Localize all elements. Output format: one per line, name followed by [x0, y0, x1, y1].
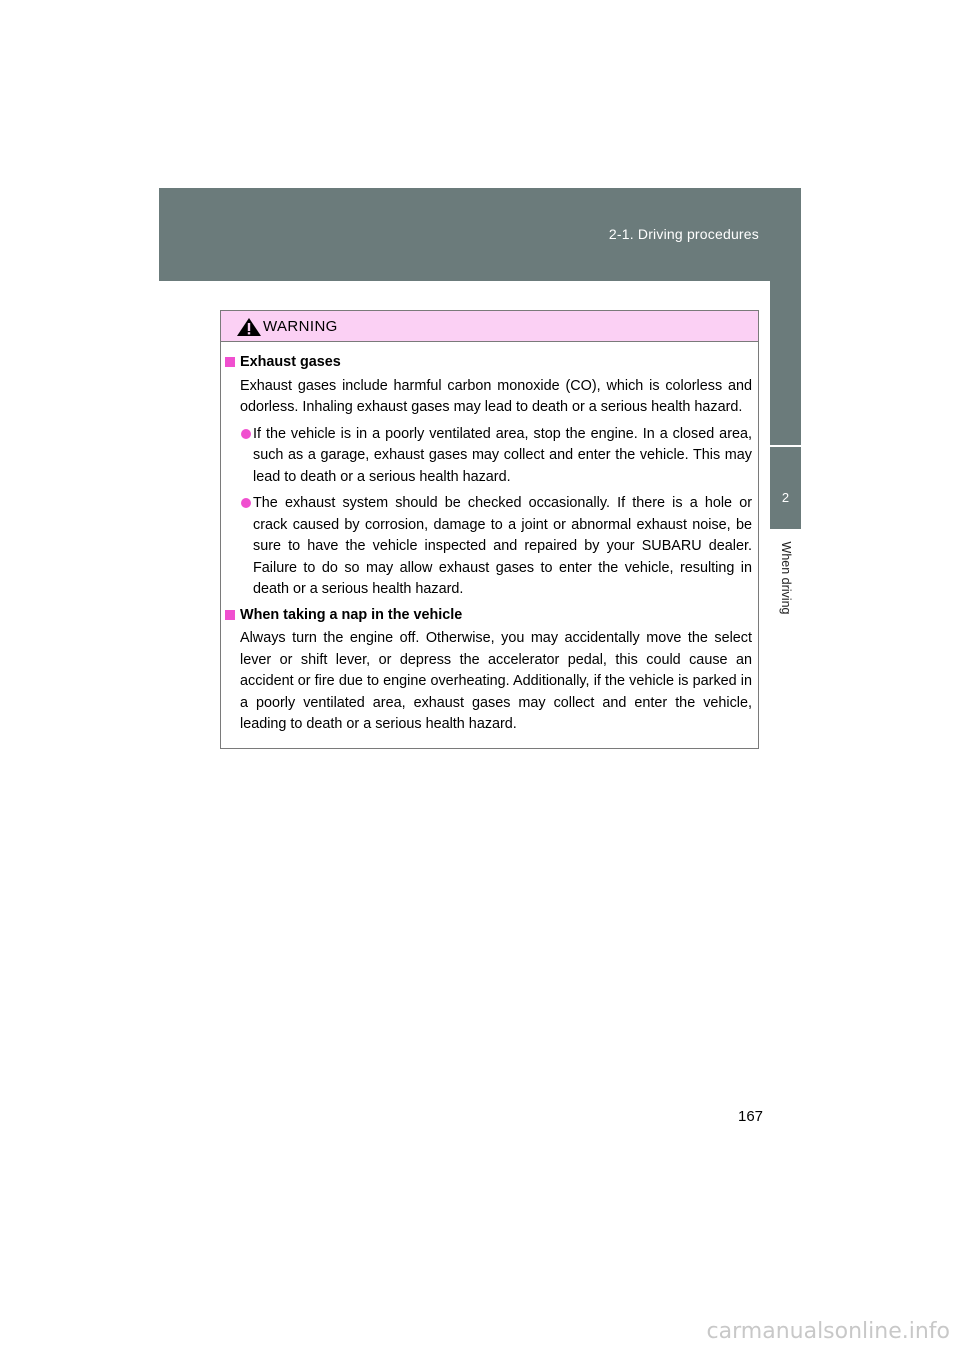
section-heading-text: When taking a nap in the vehicle — [240, 606, 463, 623]
list-item — [225, 424, 752, 489]
section-heading — [225, 352, 752, 374]
warning-box — [220, 310, 759, 749]
round-bullet-icon — [241, 498, 251, 508]
watermark: carmanualsonline.info — [706, 1319, 950, 1344]
chapter-number: 2 — [781, 490, 790, 505]
paragraph: Always turn the engine off. Otherwise, you may accidentally move the select lever or shift lever, or depress the accelerator pedal, this could cause an accident or fire due to engine overheating. Additionally, if the vehicle is parked in a poorly ventilated area, exhaust gases may collect and enter the vehicle, leading to death or a serious health hazard. — [240, 630, 752, 732]
square-bullet-icon — [225, 610, 235, 620]
header-band — [159, 188, 801, 281]
list-item-text: If the vehicle is in a poorly ventilated area, stop the engine. In a closed area, such as a garage, exhaust gases may collect and enter the vehicle. This may lead to death or a serious health hazard. — [253, 425, 752, 485]
list-item-text: The exhaust system should be checked occasionally. If there is a hole or crack caused by corrosion, damage to a joint or abnormal exhaust noise, be sure to have the vehicle inspected and repaired by your SUBARU dealer. Failure to do so may allow exhaust gases to enter the vehicle, resulting in death or a serious health hazard. — [253, 495, 752, 597]
page-number: 167 — [738, 1108, 764, 1125]
warning-title: WARNING — [263, 318, 338, 335]
square-bullet-icon — [225, 357, 235, 367]
warning-body — [221, 342, 758, 736]
side-tab-upper — [770, 281, 801, 445]
warning-triangle-icon — [236, 317, 262, 337]
section-heading-text: Exhaust gases — [240, 354, 341, 370]
chapter-tab — [770, 447, 801, 529]
chapter-label: When driving — [779, 541, 793, 615]
warning-header — [221, 311, 758, 342]
section-title: 2-1. Driving procedures — [608, 226, 759, 242]
list-item — [225, 493, 752, 601]
section-heading — [225, 605, 752, 627]
paragraph: Exhaust gases include harmful carbon monoxide (CO), which is colorless and odorless. Inhaling exhaust gases may lead to death or a serious health hazard. — [240, 377, 752, 415]
round-bullet-icon — [241, 429, 251, 439]
